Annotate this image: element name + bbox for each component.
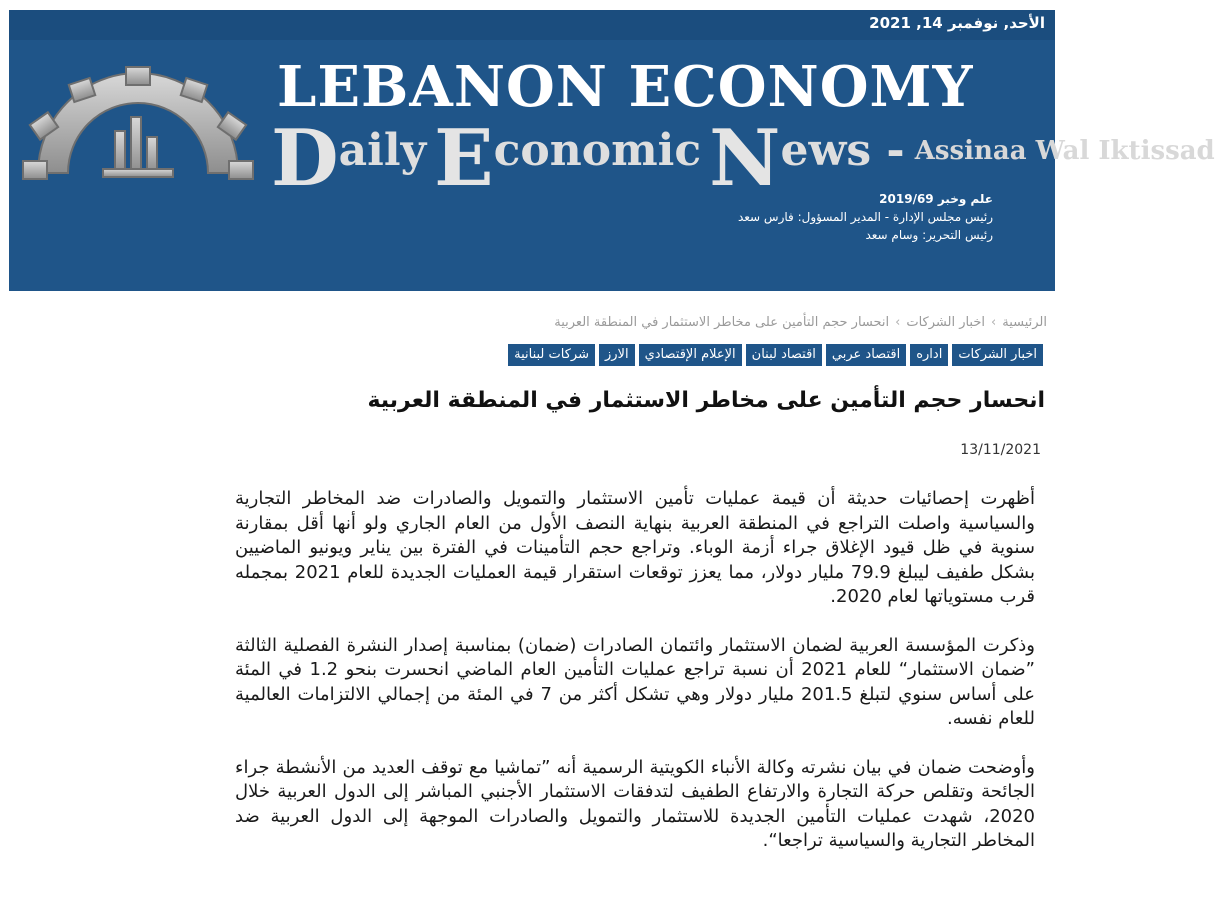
article-paragraph: وأوضحت ضمان في بيان نشرته وكالة الأنباء الكويتية الرسمية أنه ”تماشيا مع توقف العديد من الأنشطة جراء الجائحة وتقلص حركة التجارة والارتفاع الطفيف لتدفقات الاستثمار الأجنبي المباشر إلى الدول العربية خلال 2020، شهدت عمليات التأمين الجديدة للاستثمار والتمويل والصادرات الموجهة إلى الدول العربية ضد المخاطر التجارية والسياسية تراجعا“. [235,756,1035,851]
subtitle-d: D [271,113,339,204]
breadcrumb-separator: › [895,315,901,330]
banner-top-bar [9,10,1055,40]
license-number: علم وخبر 2019/69 [879,192,993,206]
tag-economic-media[interactable]: الإعلام الإقتصادي [639,344,742,366]
breadcrumb-section[interactable]: اخبار الشركات [906,315,986,330]
article-date: 13/11/2021 [960,442,1041,458]
breadcrumb [554,315,1047,330]
publication-credits [593,190,993,244]
tag-lebanese-companies[interactable]: شركات لبنانية [508,344,595,366]
tag-management[interactable]: اداره [910,344,948,366]
article-title: انحسار حجم التأمين على مخاطر الاستثمار في المنطقة العربية [367,388,1045,413]
tag-cedars[interactable]: الارز [599,344,635,366]
site-title: LEBANON ECONOMY [277,54,974,120]
breadcrumb-separator: › [991,315,997,330]
gear-factory-logo-icon [23,65,253,185]
tag-arab-economy[interactable]: اقتصاد عربي [826,344,906,366]
editor-credit: رئيس التحرير: وسام سعد [865,228,993,242]
tag-company-news[interactable]: اخبار الشركات [952,344,1043,366]
header-date: الأحد, نوفمبر 14, 2021 [869,14,1045,32]
article-paragraph: أظهرت إحصائيات حديثة أن قيمة عمليات تأمين الاستثمار والتمويل والصادرات ضد المخاطر التجارية والسياسية واصلت التراجع في المنطقة العربية بنهاية النصف الأول من العام الجاري ولو أنها أقل بمقارنة سنوية في ظل قيود الإغلاق جراء أزمة الوباء. وتراجع حجم التأمينات في الفترة بين يناير ويونيو الماضيين بشكل طفيف ليبلغ 79.9 مليار دولار، مما يعزز توقعات استقرار قيمة العمليات الجديدة للعام 2021 بمجمله قرب مستوياتها لعام 2020. [235,488,1036,607]
breadcrumb-current: انحسار حجم التأمين على مخاطر الاستثمار في المنطقة العربية [554,315,890,330]
subtitle-aily: aily [338,125,427,176]
article-body [235,487,1035,878]
subtitle-e: E [434,113,494,204]
tag-lebanon-economy[interactable]: اقتصاد لبنان [746,344,822,366]
category-tags [508,344,1043,366]
article-paragraph: وذكرت المؤسسة العربية لضمان الاستثمار وائتمان الصادرات (ضمان) بمناسبة إصدار النشرة الفصلية الثالثة ”ضمان الاستثمار“ للعام 2021 أن نسبة تراجع عمليات التأمين العام الماضي انحسرت بنحو 1.2 في المئة على أساس سنوي لتبلغ 201.5 مليار دولار وهي تشكل أكثر من 7 في المئة من إجمالي الالتزامات العالمية للعام نفسه. [235,634,1036,729]
site-banner[interactable] [9,10,1215,291]
subtitle-tail: Assinaa Wal Iktissad [914,136,1215,166]
chairman-credit: رئيس مجلس الإدارة - المدير المسؤول: فارس سعد [737,210,993,224]
subtitle-ews: ews - [780,125,905,176]
subtitle-conomic: conomic [493,125,702,176]
breadcrumb-home[interactable]: الرئيسية [1002,315,1047,330]
subtitle-n: N [709,113,781,204]
